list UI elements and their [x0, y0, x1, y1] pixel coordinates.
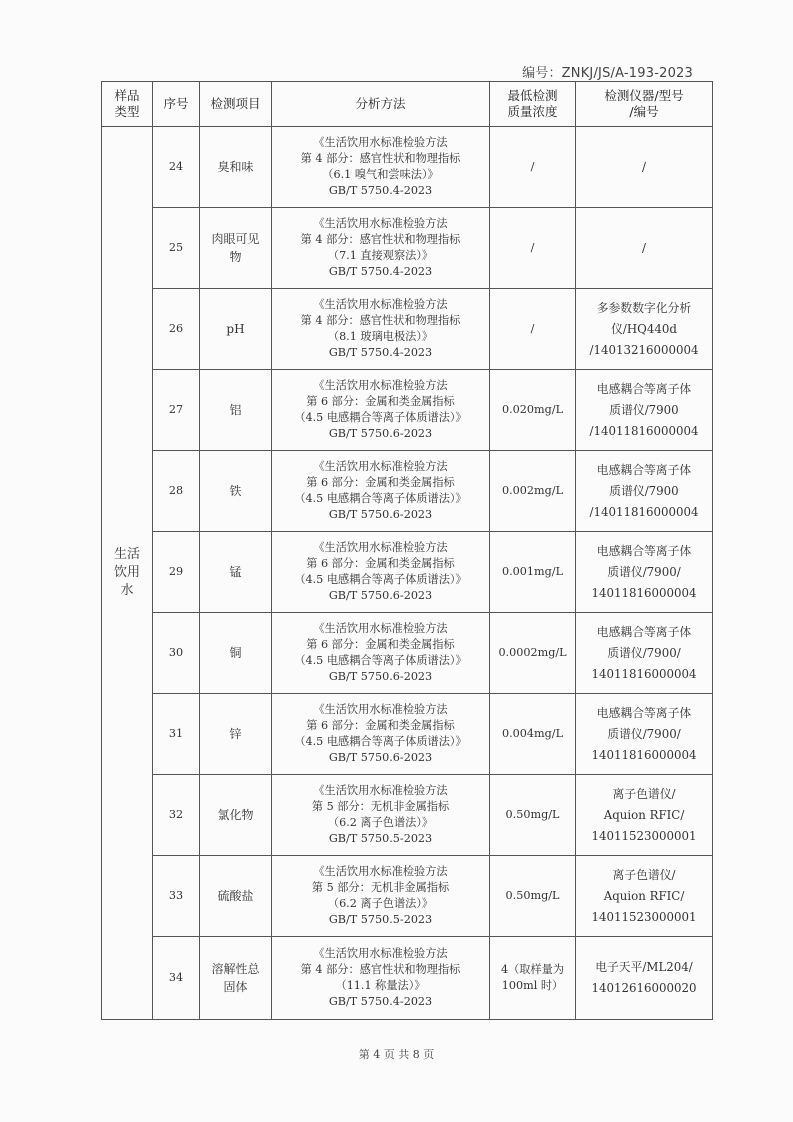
instrument-model-number: 电感耦合等离子体 质谱仪/7900/ 14011816000004: [576, 613, 713, 694]
page-footer: 第 4 页 共 8 页: [358, 1048, 435, 1061]
instrument-model-number: 电子天平/ML204/ 14012616000020: [576, 937, 713, 1020]
document-number: 编号：ZNKJ/JS/A-193-2023: [522, 66, 693, 81]
instrument-model-number: /: [576, 127, 713, 208]
analysis-method: 《生活饮用水标准检验方法 第 4 部分：感官性状和物理指标 （7.1 直接观察法）》 GB/T 5750.4-2023: [272, 208, 490, 289]
test-item: 硫酸盐: [200, 856, 272, 937]
min-detection-concentration: 0.001mg/L: [490, 532, 576, 613]
table-row: [102, 856, 713, 937]
instrument-model-number: 电感耦合等离子体 质谱仪/7900 /14011816000004: [576, 370, 713, 451]
row-number: 26: [153, 289, 200, 370]
test-item: 肉眼可见 物: [200, 208, 272, 289]
row-number: 30: [153, 613, 200, 694]
table-row: [102, 532, 713, 613]
table-row: [102, 937, 713, 1020]
header-sample-type: 样品 类型: [102, 82, 153, 127]
analysis-method: 《生活饮用水标准检验方法 第 6 部分：金属和类金属指标 （4.5 电感耦合等离子体质谱法）》 GB/T 5750.6-2023: [272, 451, 490, 532]
test-item: 锰: [200, 532, 272, 613]
test-item: pH: [200, 289, 272, 370]
table-row: [102, 208, 713, 289]
test-item: 铝: [200, 370, 272, 451]
instrument-model-number: 电感耦合等离子体 质谱仪/7900/ 14011816000004: [576, 694, 713, 775]
instrument-model-number: 离子色谱仪/ Aquion RFIC/ 14011523000001: [576, 856, 713, 937]
analysis-method: 《生活饮用水标准检验方法 第 5 部分：无机非金属指标 （6.2 离子色谱法）》 GB/T 5750.5-2023: [272, 856, 490, 937]
table-row: [102, 370, 713, 451]
min-detection-concentration: /: [490, 208, 576, 289]
table-row: [102, 694, 713, 775]
analysis-method: 《生活饮用水标准检验方法 第 5 部分：无机非金属指标 （6.2 离子色谱法）》 GB/T 5750.5-2023: [272, 775, 490, 856]
header-method: 分析方法: [272, 82, 490, 127]
instrument-model-number: 多参数数字化分析 仪/HQ440d /14013216000004: [576, 289, 713, 370]
min-detection-concentration: 0.002mg/L: [490, 451, 576, 532]
min-detection-concentration: 0.004mg/L: [490, 694, 576, 775]
header-no: 序号: [153, 82, 200, 127]
header-item: 检测项目: [200, 82, 272, 127]
table-body: [102, 127, 713, 1020]
row-number: 27: [153, 370, 200, 451]
analysis-method: 《生活饮用水标准检验方法 第 4 部分：感官性状和物理指标 （6.1 嗅气和尝味法）》 GB/T 5750.4-2023: [272, 127, 490, 208]
test-item: 锌: [200, 694, 272, 775]
min-detection-concentration: 0.50mg/L: [490, 775, 576, 856]
min-detection-concentration: 0.0002mg/L: [490, 613, 576, 694]
min-detection-concentration: 0.50mg/L: [490, 856, 576, 937]
row-number: 29: [153, 532, 200, 613]
row-number: 31: [153, 694, 200, 775]
min-detection-concentration: 0.020mg/L: [490, 370, 576, 451]
test-methods-table: [101, 81, 713, 1020]
analysis-method: 《生活饮用水标准检验方法 第 6 部分：金属和类金属指标 （4.5 电感耦合等离子体质谱法）》 GB/T 5750.6-2023: [272, 370, 490, 451]
table-row: [102, 127, 713, 208]
header-min-conc: 最低检测 质量浓度: [490, 82, 576, 127]
instrument-model-number: 电感耦合等离子体 质谱仪/7900/ 14011816000004: [576, 532, 713, 613]
table-row: [102, 451, 713, 532]
header-instrument: 检测仪器/型号 /编号: [576, 82, 713, 127]
analysis-method: 《生活饮用水标准检验方法 第 4 部分：感官性状和物理指标 （11.1 称量法）》 GB/T 5750.4-2023: [272, 937, 490, 1020]
analysis-method: 《生活饮用水标准检验方法 第 6 部分：金属和类金属指标 （4.5 电感耦合等离子体质谱法）》 GB/T 5750.6-2023: [272, 694, 490, 775]
min-detection-concentration: /: [490, 127, 576, 208]
table-row: [102, 289, 713, 370]
analysis-method: 《生活饮用水标准检验方法 第 4 部分：感官性状和物理指标 （8.1 玻璃电极法）》 GB/T 5750.4-2023: [272, 289, 490, 370]
row-number: 24: [153, 127, 200, 208]
instrument-model-number: 电感耦合等离子体 质谱仪/7900 /14011816000004: [576, 451, 713, 532]
test-item: 氯化物: [200, 775, 272, 856]
test-item: 铜: [200, 613, 272, 694]
analysis-method: 《生活饮用水标准检验方法 第 6 部分：金属和类金属指标 （4.5 电感耦合等离子体质谱法）》 GB/T 5750.6-2023: [272, 532, 490, 613]
instrument-model-number: 离子色谱仪/ Aquion RFIC/ 14011523000001: [576, 775, 713, 856]
min-detection-concentration: /: [490, 289, 576, 370]
row-number: 25: [153, 208, 200, 289]
table-row: [102, 613, 713, 694]
sample-type-cell: 生活 饮用 水: [102, 127, 153, 1020]
instrument-model-number: /: [576, 208, 713, 289]
table-header-row: [102, 82, 713, 127]
min-detection-concentration: 4（取样量为 100ml 时）: [490, 937, 576, 1020]
row-number: 28: [153, 451, 200, 532]
table-row: [102, 775, 713, 856]
test-item: 铁: [200, 451, 272, 532]
test-item: 臭和味: [200, 127, 272, 208]
test-item: 溶解性总 固体: [200, 937, 272, 1020]
row-number: 33: [153, 856, 200, 937]
row-number: 34: [153, 937, 200, 1020]
analysis-method: 《生活饮用水标准检验方法 第 6 部分：金属和类金属指标 （4.5 电感耦合等离子体质谱法）》 GB/T 5750.6-2023: [272, 613, 490, 694]
row-number: 32: [153, 775, 200, 856]
